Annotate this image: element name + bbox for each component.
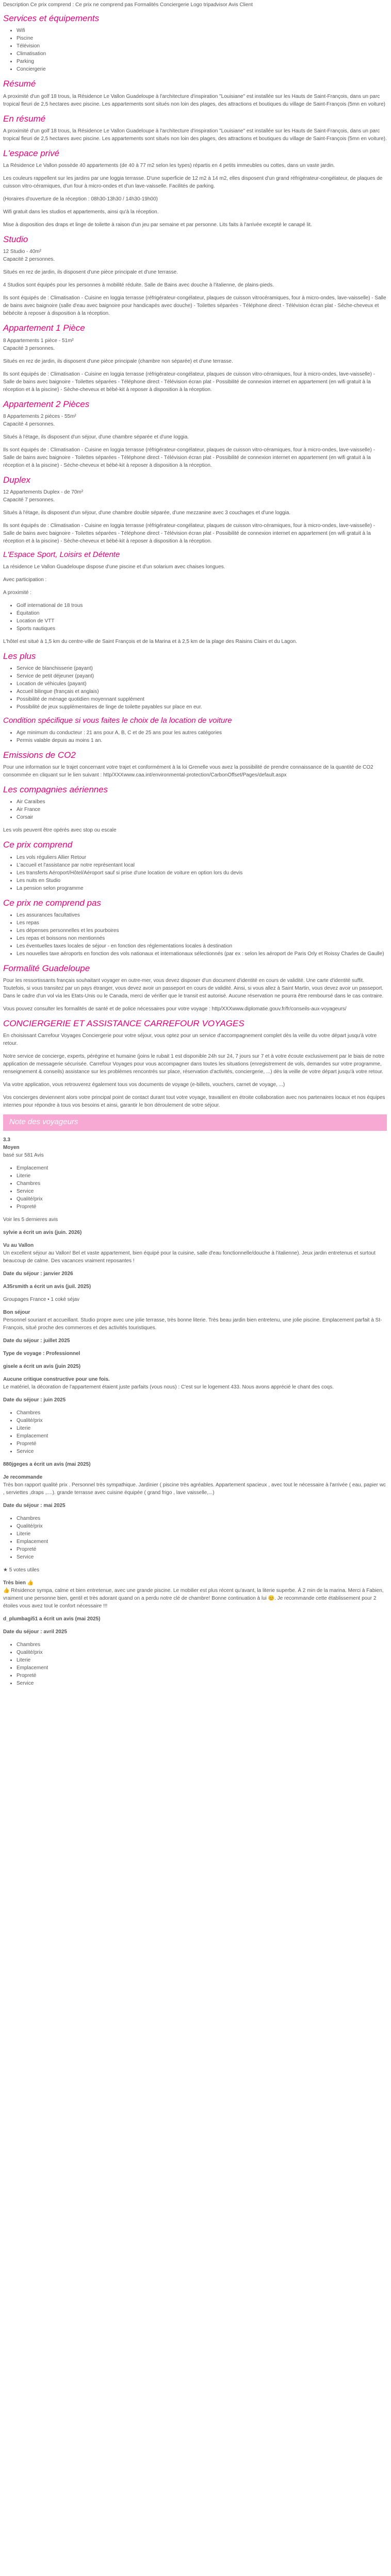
app1-capacity: Capacité 3 personnes. bbox=[3, 345, 55, 351]
noncompris-title: Ce prix ne comprend pas bbox=[3, 897, 101, 908]
companies-list bbox=[3, 798, 387, 821]
review-author: d_plumbagi51 a écrit un avis (mai 2025) bbox=[3, 1616, 101, 1622]
review-date: Date du séjour : mai 2025 bbox=[3, 1502, 66, 1509]
list-item: • Télévision bbox=[17, 42, 387, 50]
app1-text: Situés en rez de jardin, ils disposent d'une pièce principale (chambre non séparée) et d'une terrasse. bbox=[3, 358, 233, 364]
duplex-size: 12 Appartements Duplex - de 70m² bbox=[3, 489, 84, 495]
studio-text: 4 Studios sont équipés pour les personnes à mobilité réduite. Salle de Bains avec douche à l'italienne, de plains-pieds. bbox=[3, 282, 274, 289]
list-item: • Age minimum du conducteur : 21 ans pour A, B, C et de 25 ans pour les autres catégories bbox=[17, 729, 387, 737]
condition-list bbox=[3, 729, 387, 744]
review-title: Je recommande bbox=[3, 1474, 43, 1480]
list-item: • Chambres bbox=[17, 1515, 387, 1522]
concierge-text: Vos concierges deviennent alors votre principal point de contact durant tout votre voyage, travaillent en étroite collaboration avec nos partenaires locaux et nos équipes internes pour répondre à tous vos besoins et ainsi, garantir le bon déroulement de votre séjour. bbox=[3, 1095, 385, 1109]
review-date: Date du séjour : juillet 2025 bbox=[3, 1337, 70, 1344]
studio-text: Ils sont équipés de : Climatisation - Cuisine en loggia terrasse (réfrigérateur-congélateur, plaques de cuisson vitrocéramiques, four à micro-ondes, lave-vaisselle) - Salle de bains avec baignoire (salle d'eau avec baignoire pour handicapés avec douche) - Toilettes séparées - Téléphone direct - Télévision écran plat - Séche-cheveux et bébécite à reposer à disposition à la réception. bbox=[3, 295, 386, 317]
rating-based-on: basé sur 581 Avis bbox=[3, 1152, 44, 1158]
review-title: Très bien 👍 bbox=[3, 1580, 34, 1586]
helpful-votes[interactable]: ★ 5 votes utiles bbox=[3, 1567, 40, 1573]
list-item: • Emplacement bbox=[17, 1164, 387, 1172]
app2-size: 8 Appartements 2 pièces - 55m² bbox=[3, 413, 76, 419]
app1-text: Ils sont équipés de : Climatisation - Cuisine en loggia terrasse (réfrigérateur-congélateur, plaques de cuisson vitro-céramiques, four à micro-ondes, lave-vaisselle) - Salle de bains avec baignoire - Toilettes séparées - Téléphone direct - Télévision écran plat - Possibilité de connexion internet en appartement (en wifi gratuit à la réception et à la piscine) - Sèche-cheveux et bébé-kit à reposer à disposition à la réception. bbox=[3, 371, 375, 393]
review-author: 880jgeges a écrit un avis (mai 2025) bbox=[3, 1461, 91, 1467]
list-item: • Parking bbox=[17, 58, 387, 65]
list-item: • Literie bbox=[17, 1172, 387, 1180]
criteria-list bbox=[3, 1641, 387, 1687]
studio-title: Studio bbox=[3, 234, 28, 244]
en-resume-title: En résumé bbox=[3, 113, 46, 124]
criteria-list bbox=[3, 1164, 387, 1211]
list-item: • Les nouvelles taxe aéroports en fonction des vols nationaux et internationaux sélectionnés (par ex : selon les aéroport de Paris Orly et Roissy Charles de Gaulle) bbox=[17, 950, 387, 958]
review-title: Bon séjour bbox=[3, 1309, 30, 1315]
app2-text: Situés à l'étage, ils disposent d'un séjour, d'une chambre séparée et d'une loggia. bbox=[3, 434, 189, 440]
list-item: • Literie bbox=[17, 1425, 387, 1432]
list-item: • Service bbox=[17, 1553, 387, 1561]
plus-title: Les plus bbox=[3, 651, 36, 661]
list-item: • Qualité/prix bbox=[17, 1522, 387, 1530]
list-item: • Emplacement bbox=[17, 1432, 387, 1440]
list-item: • Location de VTT bbox=[17, 617, 387, 625]
noncompris-list bbox=[3, 911, 387, 958]
list-item: • Accueil bilingue (français et anglais) bbox=[17, 688, 387, 696]
formalite-text: Pour les ressortissants français souhaitant voyager en outre-mer, vous devez disposer d'un document d'identité en cours de validité. Une carte d'identité suffit. Toutefois, si vous transitez par un pays étranger, vous devez avoir un passeport en cours de validité. Ainsi, si vous allez à Saint Martin, vous devez avoir un passeport. Dans le cadre d'un vol via les Etats-Unis ou le Canada, merci de vérifier que le transit est autorisé. Aucune réservation ne pourra être remboursé dans le cas contraire. bbox=[3, 978, 384, 999]
list-item: • Literie bbox=[17, 1530, 387, 1538]
list-item: • Sports nautiques bbox=[17, 625, 387, 633]
resume-title: Résumé bbox=[3, 79, 36, 89]
review-title: Vu au Vallon bbox=[3, 1242, 34, 1248]
list-item: • Service bbox=[17, 1680, 387, 1687]
services-title: Services et équipements bbox=[3, 13, 100, 23]
concierge-title: CONCIERGERIE ET ASSISTANCE CARREFOUR VOYAGES bbox=[3, 1019, 245, 1028]
companies-note: Les vols peuvent être opérés avec stop ou escale bbox=[3, 827, 117, 834]
review-title: Aucune critique constructive pour une fois. bbox=[3, 1376, 110, 1382]
co2-text: Pour une information sur le trajet concernant votre trajet et conformément à la loi Grenelle vous avez la possibilité de prendre connaissance de la quantité de CO2 consommée en cliquant sur le lien suivant : http/XXXwww.caa.int/environmental-protection/CarbonOffset/Pages/default.aspx bbox=[3, 765, 373, 778]
sport-text: La résidence Le Vallon Guadeloupe dispose d'une piscine et d'un solarium avec chaises longues. bbox=[3, 564, 225, 570]
review-text: Très bon rapport qualité prix . Personnel très sympathique. Jardinier ( piscine très agréables. Appartement spacieux , avec tout le nécessaire à l'arrivée ( eau, papier wc , serviettes ,draps ,....). grande terrasse avec cuisine équipée ( grand frigo , lave vaisselle,...) bbox=[3, 1482, 386, 1496]
list-item: • Propreté bbox=[17, 1440, 387, 1448]
app2-capacity: Capacité 4 personnes. bbox=[3, 421, 55, 427]
espace-text: (Horaires d'ouverture de la réception : 08h30-13h30 / 14h30-19h00) bbox=[3, 196, 158, 202]
criteria-list bbox=[3, 1515, 387, 1561]
review-text: 👍 Résidence sympa, calme et bien entretenue, avec une grande piscine. Le mobilier est plus récent qu'avant, la literie superbe. À 2 min de la marina. Merci à Fabien, vraiment une personne bien, gentil et très adorant quand on a perdu notre clé de chambre! Bonne continuation à lui 😊. Je recommande cette établissement pour 2 étoiles vous avez tout le confort nécessaire !!! bbox=[3, 1587, 384, 1609]
list-item: • Chambres bbox=[17, 1409, 387, 1417]
review-type: Groupages France • 1 coké séjav bbox=[3, 1296, 80, 1302]
review-trip-type: Type de voyage : Professionnel bbox=[3, 1350, 80, 1357]
sport-list bbox=[3, 602, 387, 633]
sport-text: Avec participation : bbox=[3, 577, 47, 583]
app2-title: Appartement 2 Pièces bbox=[3, 399, 90, 409]
studio-size: 12 Studio - 40m² bbox=[3, 249, 41, 255]
app2-text: Ils sont équipés de : Climatisation - Cuisine en loggia terrasse (réfrigérateur-congélateur, plaques de cuisson vitro-céramiques, four à micro-ondes, lave-vaisselle) - Salle de bains avec baignoire - Toilettes séparées - Téléphone direct - Télévision écran plat - Possibilité de connexion internet en appartement (en wifi gratuit à la réception et à la piscine) - Sèche-cheveux et bébé-kit à reposer à disposition à la réception. bbox=[3, 447, 375, 468]
list-item: • Conciergerie bbox=[17, 65, 387, 73]
list-item: • Les vols réguliers Allier Retour bbox=[17, 854, 387, 861]
list-item: • Les transferts Aéroport/Hôtel/Aéroport sauf si prise d'une location de voiture en option lors du devis bbox=[17, 869, 387, 877]
condition-title: Condition spécifique si vous faites le choix de la location de voiture bbox=[3, 716, 232, 725]
sport-title: L'Espace Sport, Loisirs et Détente bbox=[3, 550, 120, 559]
list-item: • L'accueil et l'assistance par notre représentant local bbox=[17, 861, 387, 869]
duplex-text: Ils sont équipés de : Climatisation - Cuisine en loggia terrasse (réfrigérateur-congélateur, plaques de cuisson vitro-céramiques, four à micro-ondes, lave-vaisselle) - Salle de bains avec baignoire - Toilettes séparées - Téléphone direct - Télévision écran plat - Possibilité de connexion internet en appartement (en wifi gratuit à la réception et à la piscine) - Sèche-cheveux et bébé-kit à reposer à disposition à la réception. bbox=[3, 523, 375, 544]
criteria-list bbox=[3, 1409, 387, 1455]
list-item: • Chambres bbox=[17, 1180, 387, 1188]
list-item: • Service bbox=[17, 1188, 387, 1195]
companies-title: Les compagnies aériennes bbox=[3, 785, 108, 794]
formalite-title: Formalité Guadeloupe bbox=[3, 963, 90, 973]
list-item: • Possibilité de ménage quotidien moyennant supplément bbox=[17, 696, 387, 703]
list-item: • Literie bbox=[17, 1656, 387, 1664]
concierge-text: En choisissant Carrefour Voyages Conciergerie pour votre séjour, vous optez pour un service d'accompagnement complet dès la veille du votre départ jusqu'à votre retour. bbox=[3, 1033, 377, 1047]
list-item: • La pension selon programme bbox=[17, 885, 387, 892]
list-item: • Service de blanchisserie (payant) bbox=[17, 665, 387, 672]
duplex-capacity: Capacité 7 personnes. bbox=[3, 497, 55, 503]
list-item: • Possibilité de jeux supplémentaires de linge de toilette payables sur place en eur. bbox=[17, 703, 387, 711]
concierge-text: Via votre application, vous retrouverez également tous vos documents de voyage (e-billets, vouchers, carnet de voyage, ...) bbox=[3, 1082, 285, 1088]
list-item: • Corsair bbox=[17, 814, 387, 821]
review-author: A35rsmith a écrit un avis (juil. 2025) bbox=[3, 1283, 91, 1290]
review-author: sylvie a écrit un avis (juin. 2026) bbox=[3, 1229, 82, 1235]
review-text: Personnel souriant et accueillant. Studio propre avec une jolie terrasse, très bonne literie. Très beau jardin bien entretenu, une jolie piscine. Emplacement parfait à St-François, situé proche des commerces et des activités touristiques. bbox=[3, 1317, 382, 1331]
list-item: • Propreté bbox=[17, 1546, 387, 1553]
intro-line: Description Ce prix comprend : Ce prix ne comprend pas Formalités Conciergerie Logo tripadvisor Avis Client bbox=[3, 2, 253, 8]
list-item: • Chambres bbox=[17, 1641, 387, 1649]
espace-text: Wifi gratuit dans les studios et appartements, ainsi qu'à la réception. bbox=[3, 209, 159, 215]
list-item: • Propreté bbox=[17, 1672, 387, 1680]
list-item: • Qualité/prix bbox=[17, 1195, 387, 1203]
list-item: • Service bbox=[17, 1448, 387, 1455]
espace-title: L'espace privé bbox=[3, 148, 60, 158]
studio-text: Situés en rez de jardin, ils disposent d'une pièce principale et d'une terrasse. bbox=[3, 269, 178, 276]
rating-score: 3.3 bbox=[3, 1137, 10, 1143]
studio-capacity: Capacité 2 personnes. bbox=[3, 257, 55, 263]
list-item: • Qualité/prix bbox=[17, 1417, 387, 1425]
duplex-title: Duplex bbox=[3, 474, 30, 485]
review-text: Le matériel, la décoration de l'appartement étaient juste parfaits (vous nous) : C'est sur le logement 433. Nous avons apprécié le chant des coqs. bbox=[3, 1384, 334, 1390]
reviews-header-bar: Note des voyageurs bbox=[3, 1114, 387, 1131]
espace-text: Les couleurs rappellent sur les jardins par une loggia terrasse. D'une superficie de 12 m2 à 14 m2, elles disposent d'un grand réfrigérateur-congélateur, de plaques de cuisson vitro-céramiques, d'un four à micro-ondes et d'un lave-vaisselle. Facilités de parking. bbox=[3, 176, 383, 189]
list-item: • Les nuits en Studio bbox=[17, 877, 387, 885]
list-item: • Les repas et boissons non mentionnés bbox=[17, 935, 387, 942]
concierge-text: Notre service de concierge, experts, pérégrine et humaine (joins le rubait 1 est disponible 24h sur 24, 7 jours sur 7 et à votre écoute exclusivement par le biais de notre application de messagerie sécurisée. Carrefour Voyages pour vous accompagner dans toutes les situations (enregistrement de vols, demandes sur votre programme, renseignement & conseils) assistance sur les problèmes rencontrés sur place, réservation d'activités, conciergerie, ...) dès la veille de votre départ jusqu'à votre retour. bbox=[3, 1054, 385, 1075]
list-item: • Air Caraïbes bbox=[17, 798, 387, 806]
list-item: • Les repas bbox=[17, 919, 387, 927]
espace-text: Mise à disposition des draps et linge de toilette à raison d'un jeu par semaine et par personne. Lits faits à l'arrivée excepté le canapé lit. bbox=[3, 222, 312, 228]
list-item: • Les assurances facultatives bbox=[17, 911, 387, 919]
duplex-text: Situés à l'étage, ils disposent d'un séjour, d'une chambre double séparée, d'une mezzanine avec 3 couchages et d'une loggia. bbox=[3, 510, 291, 516]
compris-list bbox=[3, 854, 387, 892]
list-item: • Qualité/prix bbox=[17, 1649, 387, 1656]
list-item: • Location de véhicules (payant) bbox=[17, 680, 387, 688]
app1-size: 8 Appartements 1 pièce - 51m² bbox=[3, 337, 74, 344]
services-list bbox=[3, 27, 387, 73]
review-date: Date du séjour : juin 2025 bbox=[3, 1397, 66, 1403]
list-item: • Service de petit déjeuner (payant) bbox=[17, 672, 387, 680]
list-item: • Golf international de 18 trous bbox=[17, 602, 387, 609]
sport-text: A proximité : bbox=[3, 589, 32, 596]
app1-title: Appartement 1 Pièce bbox=[3, 323, 85, 333]
formalite-link[interactable]: Vous pouvez consulter les formalités de santé et de police nécessaires pour votre voyage : http/XXXwww.diplomatie.gouv.fr/fr/conseils-aux-voyageurs/ bbox=[3, 1006, 347, 1012]
list-item: • Climatisation bbox=[17, 50, 387, 58]
list-item: • Propreté bbox=[17, 1203, 387, 1211]
compris-title: Ce prix comprend bbox=[3, 840, 73, 850]
list-item: • Emplacement bbox=[17, 1538, 387, 1546]
sport-text: L'hôtel est situé à 1,5 km du centre-ville de Saint François et de la Marina et à 2,5 km de la plage des Raisins Clairs et du Lagon. bbox=[3, 638, 297, 645]
list-item: • Emplacement bbox=[17, 1664, 387, 1672]
list-item: • Les éventuelles taxes locales de séjour - en fonction des réglementations locales à destination bbox=[17, 942, 387, 950]
list-item: • Les dépenses personnelles et les pourboires bbox=[17, 927, 387, 935]
see-reviews-link[interactable]: Voir les 5 dernieres avis bbox=[3, 1216, 58, 1223]
list-item: • Permis valable depuis au moins 1 an. bbox=[17, 737, 387, 744]
list-item: • Wifi bbox=[17, 27, 387, 35]
en-resume-text: A proximité d'un golf 18 trous, la Résidence Le Vallon Guadeloupe à l'architecture d'inspiration "Louisiane" est installée sur les Hauts de Saint-François, dans un parc tropical fleuri de 2,5 hectares avec piscine. Les appartements sont situés non loin des plages, des attractions et boutiques du village de Saint-François (5mn en voiture). bbox=[3, 128, 387, 142]
review-text: Un excellent séjour au Vallon! Bel et vaste appartement, bien équipé pour la cuisine, salle d'eau fonctionnelle/douche à l'italienne). Jeux jardin entretenus et surtout beaucoup de calme. Des vacances vraiment reposantes ! bbox=[3, 1250, 376, 1264]
review-date: Date du séjour : avril 2025 bbox=[3, 1629, 67, 1635]
list-item: • Équitation bbox=[17, 609, 387, 617]
resume-text: A proximité d'un golf 18 trous, la Résidence Le Vallon Guadeloupe à l'architecture d'inspiration "Louisiane" est installée sur les Hauts de Saint-François, dans un parc tropical fleuri de 2,5 hectares avec piscine. Les appartements sont situés non loin des plages, des attractions et boutiques du village de Saint-François (5mn en voiture) bbox=[3, 93, 385, 107]
rating-label: Moyen bbox=[3, 1144, 20, 1150]
review-date: Date du séjour : janvier 2026 bbox=[3, 1270, 73, 1277]
list-item: • Air France bbox=[17, 806, 387, 814]
list-item: • Piscine bbox=[17, 35, 387, 42]
espace-text: La Résidence Le Vallon possède 40 appartements (de 40 à 77 m2 selon les types) répartis en 4 petits immeubles ou cottes, dans un vaste jardin. bbox=[3, 163, 335, 168]
co2-title: Emissions de CO2 bbox=[3, 750, 76, 760]
review-author: gisele a écrit un avis (juin 2025) bbox=[3, 1363, 81, 1369]
plus-list bbox=[3, 665, 387, 711]
